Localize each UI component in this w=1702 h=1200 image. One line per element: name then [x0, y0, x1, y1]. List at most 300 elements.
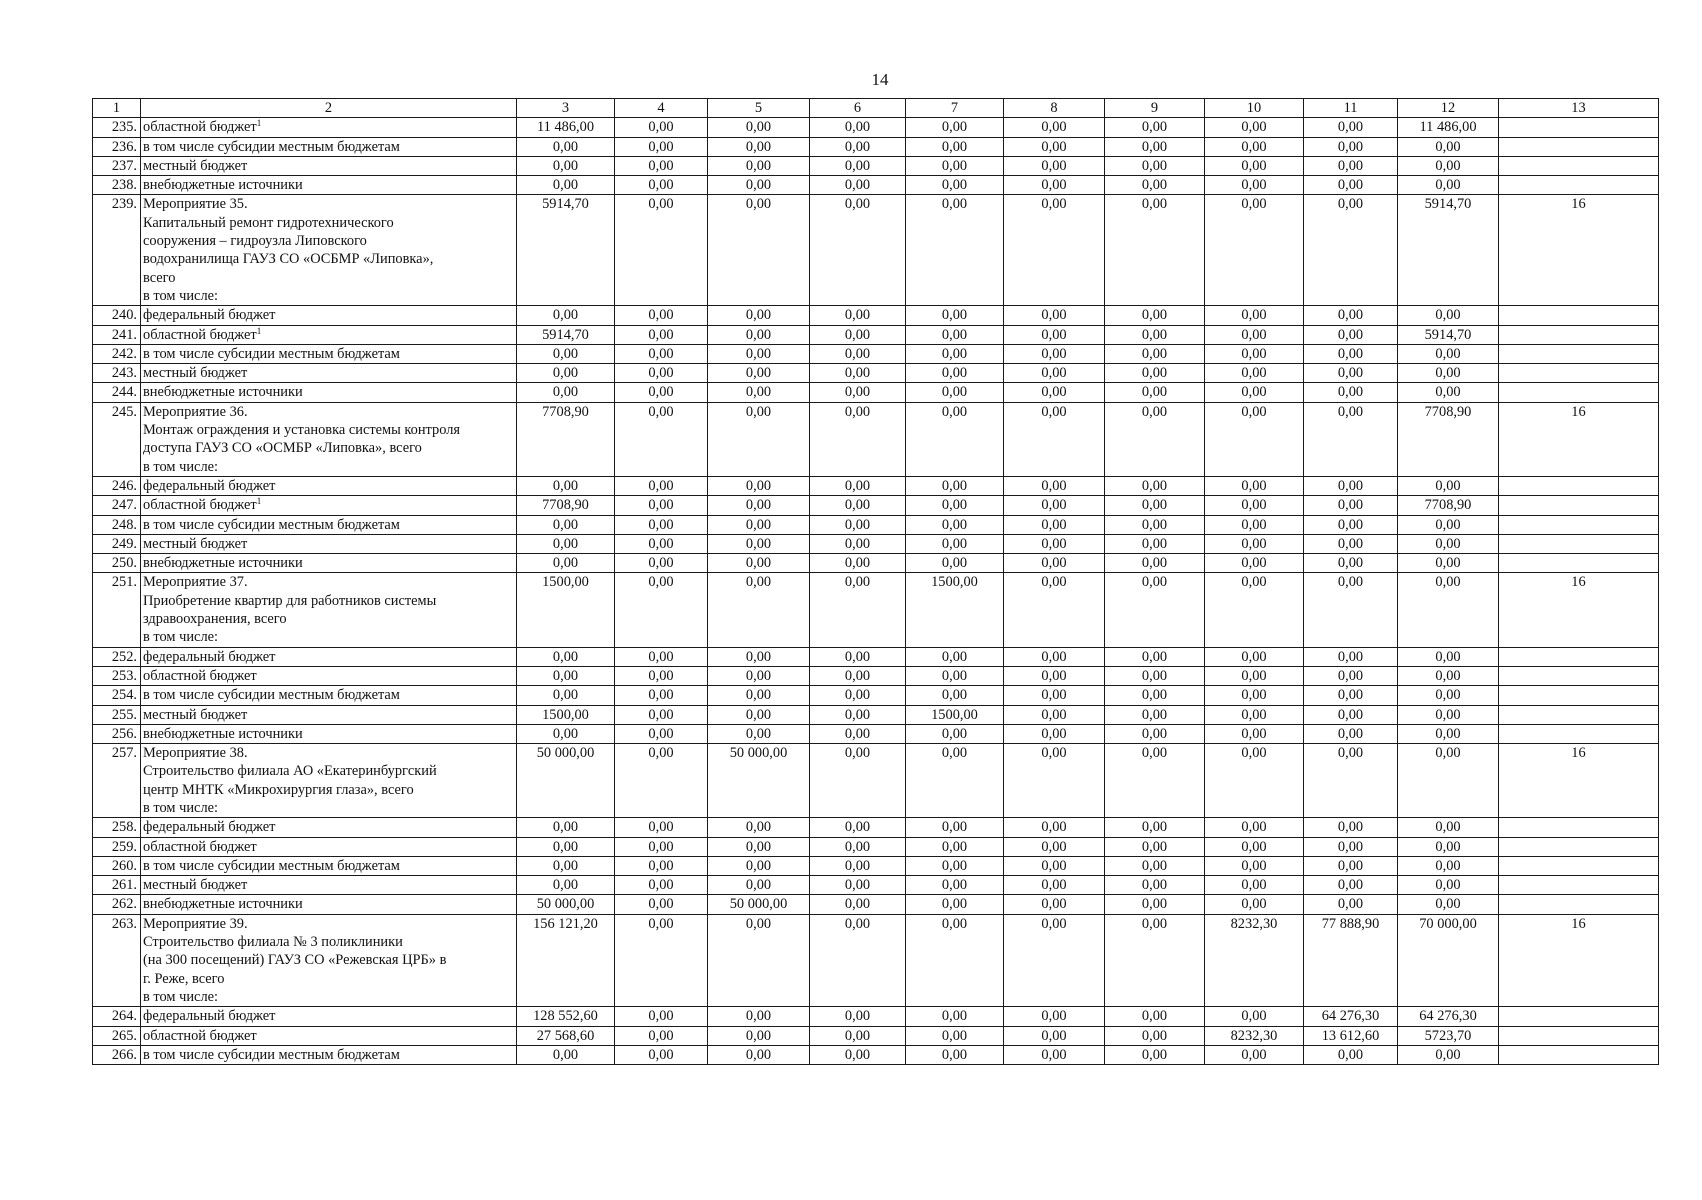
- column-13-cell: [1499, 176, 1659, 195]
- value-cell: 0,00: [1398, 176, 1499, 195]
- table-row: [93, 476, 1659, 495]
- value-cell: 0,00: [1105, 1045, 1205, 1064]
- row-number: 239.: [93, 195, 141, 306]
- value-cell: 0,00: [1105, 895, 1205, 914]
- value-cell: 0,00: [906, 856, 1004, 875]
- value-cell: 0,00: [708, 554, 810, 573]
- row-number: 245.: [93, 402, 141, 476]
- value-cell: 0,00: [1304, 383, 1398, 402]
- value-cell: 0,00: [615, 647, 708, 666]
- value-cell: 0,00: [1004, 705, 1105, 724]
- value-cell: 0,00: [1004, 1045, 1105, 1064]
- row-number: 255.: [93, 705, 141, 724]
- value-cell: 0,00: [1004, 118, 1105, 137]
- value-cell: 0,00: [1004, 344, 1105, 363]
- value-cell: 0,00: [1304, 156, 1398, 175]
- row-number: 238.: [93, 176, 141, 195]
- value-cell: 0,00: [810, 383, 906, 402]
- value-cell: 0,00: [810, 402, 906, 476]
- value-cell: 0,00: [810, 195, 906, 306]
- value-cell: 0,00: [906, 837, 1004, 856]
- value-cell: 0,00: [906, 1026, 1004, 1045]
- row-number: 256.: [93, 724, 141, 743]
- value-cell: 0,00: [1105, 914, 1205, 1006]
- value-cell: 0,00: [708, 818, 810, 837]
- column-13-cell: [1499, 1026, 1659, 1045]
- value-cell: 0,00: [517, 1045, 615, 1064]
- row-label: внебюджетные источники: [141, 383, 517, 402]
- value-cell: 0,00: [1105, 818, 1205, 837]
- value-cell: 0,00: [1004, 176, 1105, 195]
- column-13-cell: [1499, 724, 1659, 743]
- value-cell: 0,00: [1105, 554, 1205, 573]
- value-cell: 0,00: [810, 137, 906, 156]
- table-row: [93, 137, 1659, 156]
- value-cell: 0,00: [1004, 515, 1105, 534]
- row-label: федеральный бюджет: [141, 1007, 517, 1026]
- value-cell: 0,00: [810, 118, 906, 137]
- value-cell: 0,00: [708, 156, 810, 175]
- value-cell: 0,00: [1304, 686, 1398, 705]
- value-cell: 0,00: [1004, 856, 1105, 875]
- column-13-cell: [1499, 876, 1659, 895]
- value-cell: 0,00: [615, 856, 708, 875]
- value-cell: 0,00: [708, 364, 810, 383]
- row-label: областной бюджет$^1$: [141, 496, 517, 515]
- table-row: [93, 554, 1659, 573]
- column-13-cell: [1499, 364, 1659, 383]
- value-cell: 8232,30: [1205, 1026, 1304, 1045]
- value-cell: 0,00: [517, 364, 615, 383]
- value-cell: 0,00: [810, 496, 906, 515]
- value-cell: 0,00: [615, 364, 708, 383]
- value-cell: 0,00: [810, 554, 906, 573]
- column-13-cell: [1499, 818, 1659, 837]
- row-label: федеральный бюджет: [141, 818, 517, 837]
- value-cell: 0,00: [1205, 573, 1304, 647]
- value-cell: 0,00: [810, 705, 906, 724]
- value-cell: 0,00: [1105, 534, 1205, 553]
- value-cell: 0,00: [615, 325, 708, 344]
- value-cell: 0,00: [1004, 383, 1105, 402]
- column-13-cell: [1499, 895, 1659, 914]
- value-cell: 0,00: [708, 496, 810, 515]
- budget-table: [92, 98, 1659, 1065]
- value-cell: 0,00: [1205, 724, 1304, 743]
- row-label: Мероприятие 35. Капитальный ремонт гидротехнического сооружения – гидроузла Липовского водохранилища ГАУЗ СО «ОСБМР «Липовка», всего в том числе:: [141, 195, 517, 306]
- table-row: [93, 534, 1659, 553]
- table-row: [93, 647, 1659, 666]
- row-label: федеральный бюджет: [141, 647, 517, 666]
- table-row: [93, 724, 1659, 743]
- value-cell: 0,00: [1304, 647, 1398, 666]
- table-row: [93, 876, 1659, 895]
- value-cell: 0,00: [1004, 195, 1105, 306]
- value-cell: 0,00: [708, 1045, 810, 1064]
- value-cell: 0,00: [517, 724, 615, 743]
- value-cell: 0,00: [517, 647, 615, 666]
- value-cell: 0,00: [1304, 515, 1398, 534]
- row-label: в том числе субсидии местным бюджетам: [141, 344, 517, 363]
- value-cell: 27 568,60: [517, 1026, 615, 1045]
- row-label: федеральный бюджет: [141, 306, 517, 325]
- value-cell: 50 000,00: [708, 744, 810, 818]
- value-cell: 0,00: [1398, 837, 1499, 856]
- header-cell: 8: [1004, 99, 1105, 118]
- table-row: [93, 686, 1659, 705]
- value-cell: 0,00: [1205, 666, 1304, 685]
- value-cell: 0,00: [1398, 137, 1499, 156]
- row-label: областной бюджет: [141, 1026, 517, 1045]
- value-cell: 0,00: [708, 534, 810, 553]
- value-cell: 0,00: [906, 402, 1004, 476]
- row-number: 235.: [93, 118, 141, 137]
- value-cell: 0,00: [615, 876, 708, 895]
- value-cell: 0,00: [1398, 364, 1499, 383]
- row-label: местный бюджет: [141, 156, 517, 175]
- value-cell: 0,00: [1304, 876, 1398, 895]
- value-cell: 0,00: [1105, 1007, 1205, 1026]
- value-cell: 0,00: [1304, 554, 1398, 573]
- value-cell: 0,00: [1398, 818, 1499, 837]
- row-number: 262.: [93, 895, 141, 914]
- value-cell: 0,00: [517, 856, 615, 875]
- value-cell: 0,00: [810, 837, 906, 856]
- header-cell: 5: [708, 99, 810, 118]
- value-cell: 0,00: [1304, 895, 1398, 914]
- value-cell: 0,00: [1398, 666, 1499, 685]
- value-cell: 0,00: [906, 496, 1004, 515]
- value-cell: 0,00: [1205, 118, 1304, 137]
- value-cell: 0,00: [1304, 176, 1398, 195]
- row-label: областной бюджет: [141, 837, 517, 856]
- value-cell: 0,00: [1205, 856, 1304, 875]
- table-row: [93, 914, 1659, 1006]
- row-label: федеральный бюджет: [141, 476, 517, 495]
- table-row: [93, 895, 1659, 914]
- value-cell: 0,00: [1105, 195, 1205, 306]
- value-cell: 0,00: [1004, 476, 1105, 495]
- value-cell: 0,00: [1004, 647, 1105, 666]
- value-cell: 0,00: [810, 666, 906, 685]
- value-cell: 0,00: [1105, 325, 1205, 344]
- value-cell: 0,00: [517, 686, 615, 705]
- value-cell: 0,00: [1398, 1045, 1499, 1064]
- value-cell: 0,00: [615, 705, 708, 724]
- value-cell: 0,00: [1205, 1045, 1304, 1064]
- value-cell: 0,00: [906, 195, 1004, 306]
- value-cell: 0,00: [615, 496, 708, 515]
- row-label: областной бюджет: [141, 666, 517, 685]
- value-cell: 0,00: [615, 137, 708, 156]
- value-cell: 0,00: [615, 837, 708, 856]
- header-cell: 12: [1398, 99, 1499, 118]
- row-label: областной бюджет$^1$: [141, 118, 517, 137]
- value-cell: 0,00: [906, 344, 1004, 363]
- value-cell: 0,00: [1105, 476, 1205, 495]
- value-cell: 0,00: [615, 156, 708, 175]
- value-cell: 0,00: [1398, 383, 1499, 402]
- value-cell: 1500,00: [517, 573, 615, 647]
- column-13-cell: 16: [1499, 195, 1659, 306]
- value-cell: 0,00: [1398, 156, 1499, 175]
- value-cell: 0,00: [1105, 573, 1205, 647]
- value-cell: 0,00: [810, 856, 906, 875]
- header-cell: 7: [906, 99, 1004, 118]
- value-cell: 156 121,20: [517, 914, 615, 1006]
- value-cell: 0,00: [517, 876, 615, 895]
- row-label: местный бюджет: [141, 876, 517, 895]
- column-13-cell: [1499, 476, 1659, 495]
- value-cell: 0,00: [1004, 573, 1105, 647]
- column-13-cell: [1499, 534, 1659, 553]
- value-cell: 0,00: [810, 325, 906, 344]
- value-cell: 0,00: [1105, 515, 1205, 534]
- row-label: в том числе субсидии местным бюджетам: [141, 686, 517, 705]
- header-cell: 3: [517, 99, 615, 118]
- value-cell: 0,00: [517, 344, 615, 363]
- value-cell: 0,00: [1304, 364, 1398, 383]
- value-cell: 0,00: [615, 176, 708, 195]
- value-cell: 0,00: [1304, 837, 1398, 856]
- value-cell: 0,00: [1004, 818, 1105, 837]
- table-row: [93, 573, 1659, 647]
- value-cell: 0,00: [1105, 306, 1205, 325]
- value-cell: 77 888,90: [1304, 914, 1398, 1006]
- value-cell: 0,00: [810, 344, 906, 363]
- value-cell: 0,00: [1304, 496, 1398, 515]
- value-cell: 0,00: [810, 876, 906, 895]
- value-cell: 0,00: [1398, 476, 1499, 495]
- header-cell: 13: [1499, 99, 1659, 118]
- value-cell: 0,00: [615, 573, 708, 647]
- value-cell: 0,00: [517, 156, 615, 175]
- value-cell: 0,00: [906, 364, 1004, 383]
- value-cell: 0,00: [810, 724, 906, 743]
- table-row: [93, 118, 1659, 137]
- value-cell: 0,00: [1004, 895, 1105, 914]
- column-13-cell: [1499, 686, 1659, 705]
- value-cell: 0,00: [1205, 137, 1304, 156]
- value-cell: 5723,70: [1398, 1026, 1499, 1045]
- value-cell: 0,00: [1004, 554, 1105, 573]
- table-row: [93, 306, 1659, 325]
- column-13-cell: [1499, 137, 1659, 156]
- value-cell: 0,00: [1205, 306, 1304, 325]
- header-cell: 4: [615, 99, 708, 118]
- value-cell: 5914,70: [517, 195, 615, 306]
- value-cell: 0,00: [1304, 744, 1398, 818]
- value-cell: 0,00: [1398, 554, 1499, 573]
- value-cell: 0,00: [708, 137, 810, 156]
- row-label: Мероприятие 37. Приобретение квартир для работников системы здравоохранения, всего в том числе:: [141, 573, 517, 647]
- column-13-cell: 16: [1499, 914, 1659, 1006]
- value-cell: 0,00: [1398, 344, 1499, 363]
- value-cell: 0,00: [810, 647, 906, 666]
- row-label: областной бюджет$^1$: [141, 325, 517, 344]
- value-cell: 0,00: [1398, 515, 1499, 534]
- value-cell: 0,00: [1398, 705, 1499, 724]
- value-cell: 50 000,00: [708, 895, 810, 914]
- value-cell: 13 612,60: [1304, 1026, 1398, 1045]
- value-cell: 0,00: [615, 895, 708, 914]
- row-label: местный бюджет: [141, 705, 517, 724]
- table-row: [93, 402, 1659, 476]
- value-cell: 0,00: [517, 534, 615, 553]
- value-cell: 0,00: [1004, 137, 1105, 156]
- value-cell: 0,00: [1205, 895, 1304, 914]
- value-cell: 0,00: [1304, 666, 1398, 685]
- value-cell: 0,00: [810, 306, 906, 325]
- value-cell: 0,00: [1105, 856, 1205, 875]
- value-cell: 0,00: [906, 914, 1004, 1006]
- value-cell: 0,00: [906, 724, 1004, 743]
- value-cell: 0,00: [906, 666, 1004, 685]
- row-number: 251.: [93, 573, 141, 647]
- value-cell: 0,00: [615, 195, 708, 306]
- row-label: местный бюджет: [141, 364, 517, 383]
- value-cell: 5914,70: [1398, 195, 1499, 306]
- value-cell: 0,00: [517, 515, 615, 534]
- value-cell: 0,00: [1398, 724, 1499, 743]
- row-number: 246.: [93, 476, 141, 495]
- table-row: [93, 818, 1659, 837]
- value-cell: 0,00: [1004, 876, 1105, 895]
- value-cell: 0,00: [1304, 137, 1398, 156]
- value-cell: 0,00: [1205, 344, 1304, 363]
- row-label: внебюджетные источники: [141, 724, 517, 743]
- value-cell: 0,00: [1398, 744, 1499, 818]
- value-cell: 0,00: [1004, 325, 1105, 344]
- value-cell: 0,00: [810, 686, 906, 705]
- column-13-cell: 16: [1499, 573, 1659, 647]
- value-cell: 0,00: [906, 325, 1004, 344]
- column-13-cell: [1499, 344, 1659, 363]
- row-label: Мероприятие 36. Монтаж ограждения и установка системы контроля доступа ГАУЗ СО «ОСМБР «Липовка», всего в том числе:: [141, 402, 517, 476]
- value-cell: 0,00: [708, 876, 810, 895]
- value-cell: 0,00: [1004, 744, 1105, 818]
- value-cell: 0,00: [615, 118, 708, 137]
- value-cell: 0,00: [1105, 666, 1205, 685]
- column-13-cell: 16: [1499, 744, 1659, 818]
- column-13-cell: [1499, 1007, 1659, 1026]
- value-cell: 0,00: [1205, 534, 1304, 553]
- value-cell: 0,00: [810, 1026, 906, 1045]
- value-cell: 0,00: [517, 837, 615, 856]
- value-cell: 0,00: [810, 744, 906, 818]
- row-number: 266.: [93, 1045, 141, 1064]
- value-cell: 0,00: [1105, 705, 1205, 724]
- value-cell: 0,00: [708, 666, 810, 685]
- value-cell: 0,00: [708, 195, 810, 306]
- value-cell: 0,00: [708, 325, 810, 344]
- value-cell: 0,00: [810, 573, 906, 647]
- value-cell: 0,00: [1205, 837, 1304, 856]
- value-cell: 70 000,00: [1398, 914, 1499, 1006]
- value-cell: 1500,00: [906, 573, 1004, 647]
- value-cell: 0,00: [1004, 837, 1105, 856]
- table-row: [93, 666, 1659, 685]
- column-13-cell: [1499, 705, 1659, 724]
- value-cell: 0,00: [1304, 118, 1398, 137]
- value-cell: 1500,00: [517, 705, 615, 724]
- value-cell: 0,00: [615, 724, 708, 743]
- value-cell: 0,00: [1105, 344, 1205, 363]
- value-cell: 0,00: [1304, 856, 1398, 875]
- column-13-cell: [1499, 325, 1659, 344]
- value-cell: 0,00: [1304, 724, 1398, 743]
- value-cell: 0,00: [517, 554, 615, 573]
- value-cell: 0,00: [1205, 402, 1304, 476]
- value-cell: 0,00: [810, 156, 906, 175]
- value-cell: 0,00: [1205, 818, 1304, 837]
- value-cell: 0,00: [1304, 476, 1398, 495]
- value-cell: 0,00: [615, 554, 708, 573]
- value-cell: 0,00: [1105, 686, 1205, 705]
- value-cell: 0,00: [708, 1007, 810, 1026]
- value-cell: 0,00: [906, 876, 1004, 895]
- table-row: [93, 856, 1659, 875]
- page-number: 14: [871, 70, 889, 89]
- value-cell: 8232,30: [1205, 914, 1304, 1006]
- row-number: 261.: [93, 876, 141, 895]
- table-row: [93, 705, 1659, 724]
- value-cell: 0,00: [906, 895, 1004, 914]
- table-row: [93, 515, 1659, 534]
- value-cell: 0,00: [615, 686, 708, 705]
- value-cell: 0,00: [517, 383, 615, 402]
- row-number: 263.: [93, 914, 141, 1006]
- value-cell: 0,00: [1004, 402, 1105, 476]
- value-cell: 0,00: [708, 383, 810, 402]
- value-cell: 5914,70: [1398, 325, 1499, 344]
- value-cell: 0,00: [1105, 383, 1205, 402]
- row-number: 248.: [93, 515, 141, 534]
- value-cell: 0,00: [1105, 647, 1205, 666]
- row-number: 252.: [93, 647, 141, 666]
- value-cell: 0,00: [615, 1026, 708, 1045]
- table-row: [93, 364, 1659, 383]
- table-row: [93, 1045, 1659, 1064]
- value-cell: 0,00: [1004, 724, 1105, 743]
- value-cell: 0,00: [1304, 344, 1398, 363]
- value-cell: 0,00: [1105, 402, 1205, 476]
- row-number: 242.: [93, 344, 141, 363]
- value-cell: 0,00: [1105, 724, 1205, 743]
- value-cell: 0,00: [1004, 666, 1105, 685]
- value-cell: 0,00: [906, 647, 1004, 666]
- value-cell: 0,00: [810, 176, 906, 195]
- value-cell: 0,00: [708, 856, 810, 875]
- table-row: [93, 344, 1659, 363]
- row-label: в том числе субсидии местным бюджетам: [141, 1045, 517, 1064]
- value-cell: 0,00: [1398, 686, 1499, 705]
- column-13-cell: [1499, 554, 1659, 573]
- footnote-marker: 1: [256, 496, 262, 507]
- row-number: 259.: [93, 837, 141, 856]
- column-13-cell: [1499, 515, 1659, 534]
- value-cell: 0,00: [1205, 554, 1304, 573]
- value-cell: 1500,00: [906, 705, 1004, 724]
- value-cell: 0,00: [1205, 744, 1304, 818]
- value-cell: 64 276,30: [1398, 1007, 1499, 1026]
- value-cell: 0,00: [1105, 176, 1205, 195]
- value-cell: 0,00: [1304, 195, 1398, 306]
- row-number: 264.: [93, 1007, 141, 1026]
- value-cell: 0,00: [615, 666, 708, 685]
- value-cell: 11 486,00: [517, 118, 615, 137]
- value-cell: 0,00: [708, 344, 810, 363]
